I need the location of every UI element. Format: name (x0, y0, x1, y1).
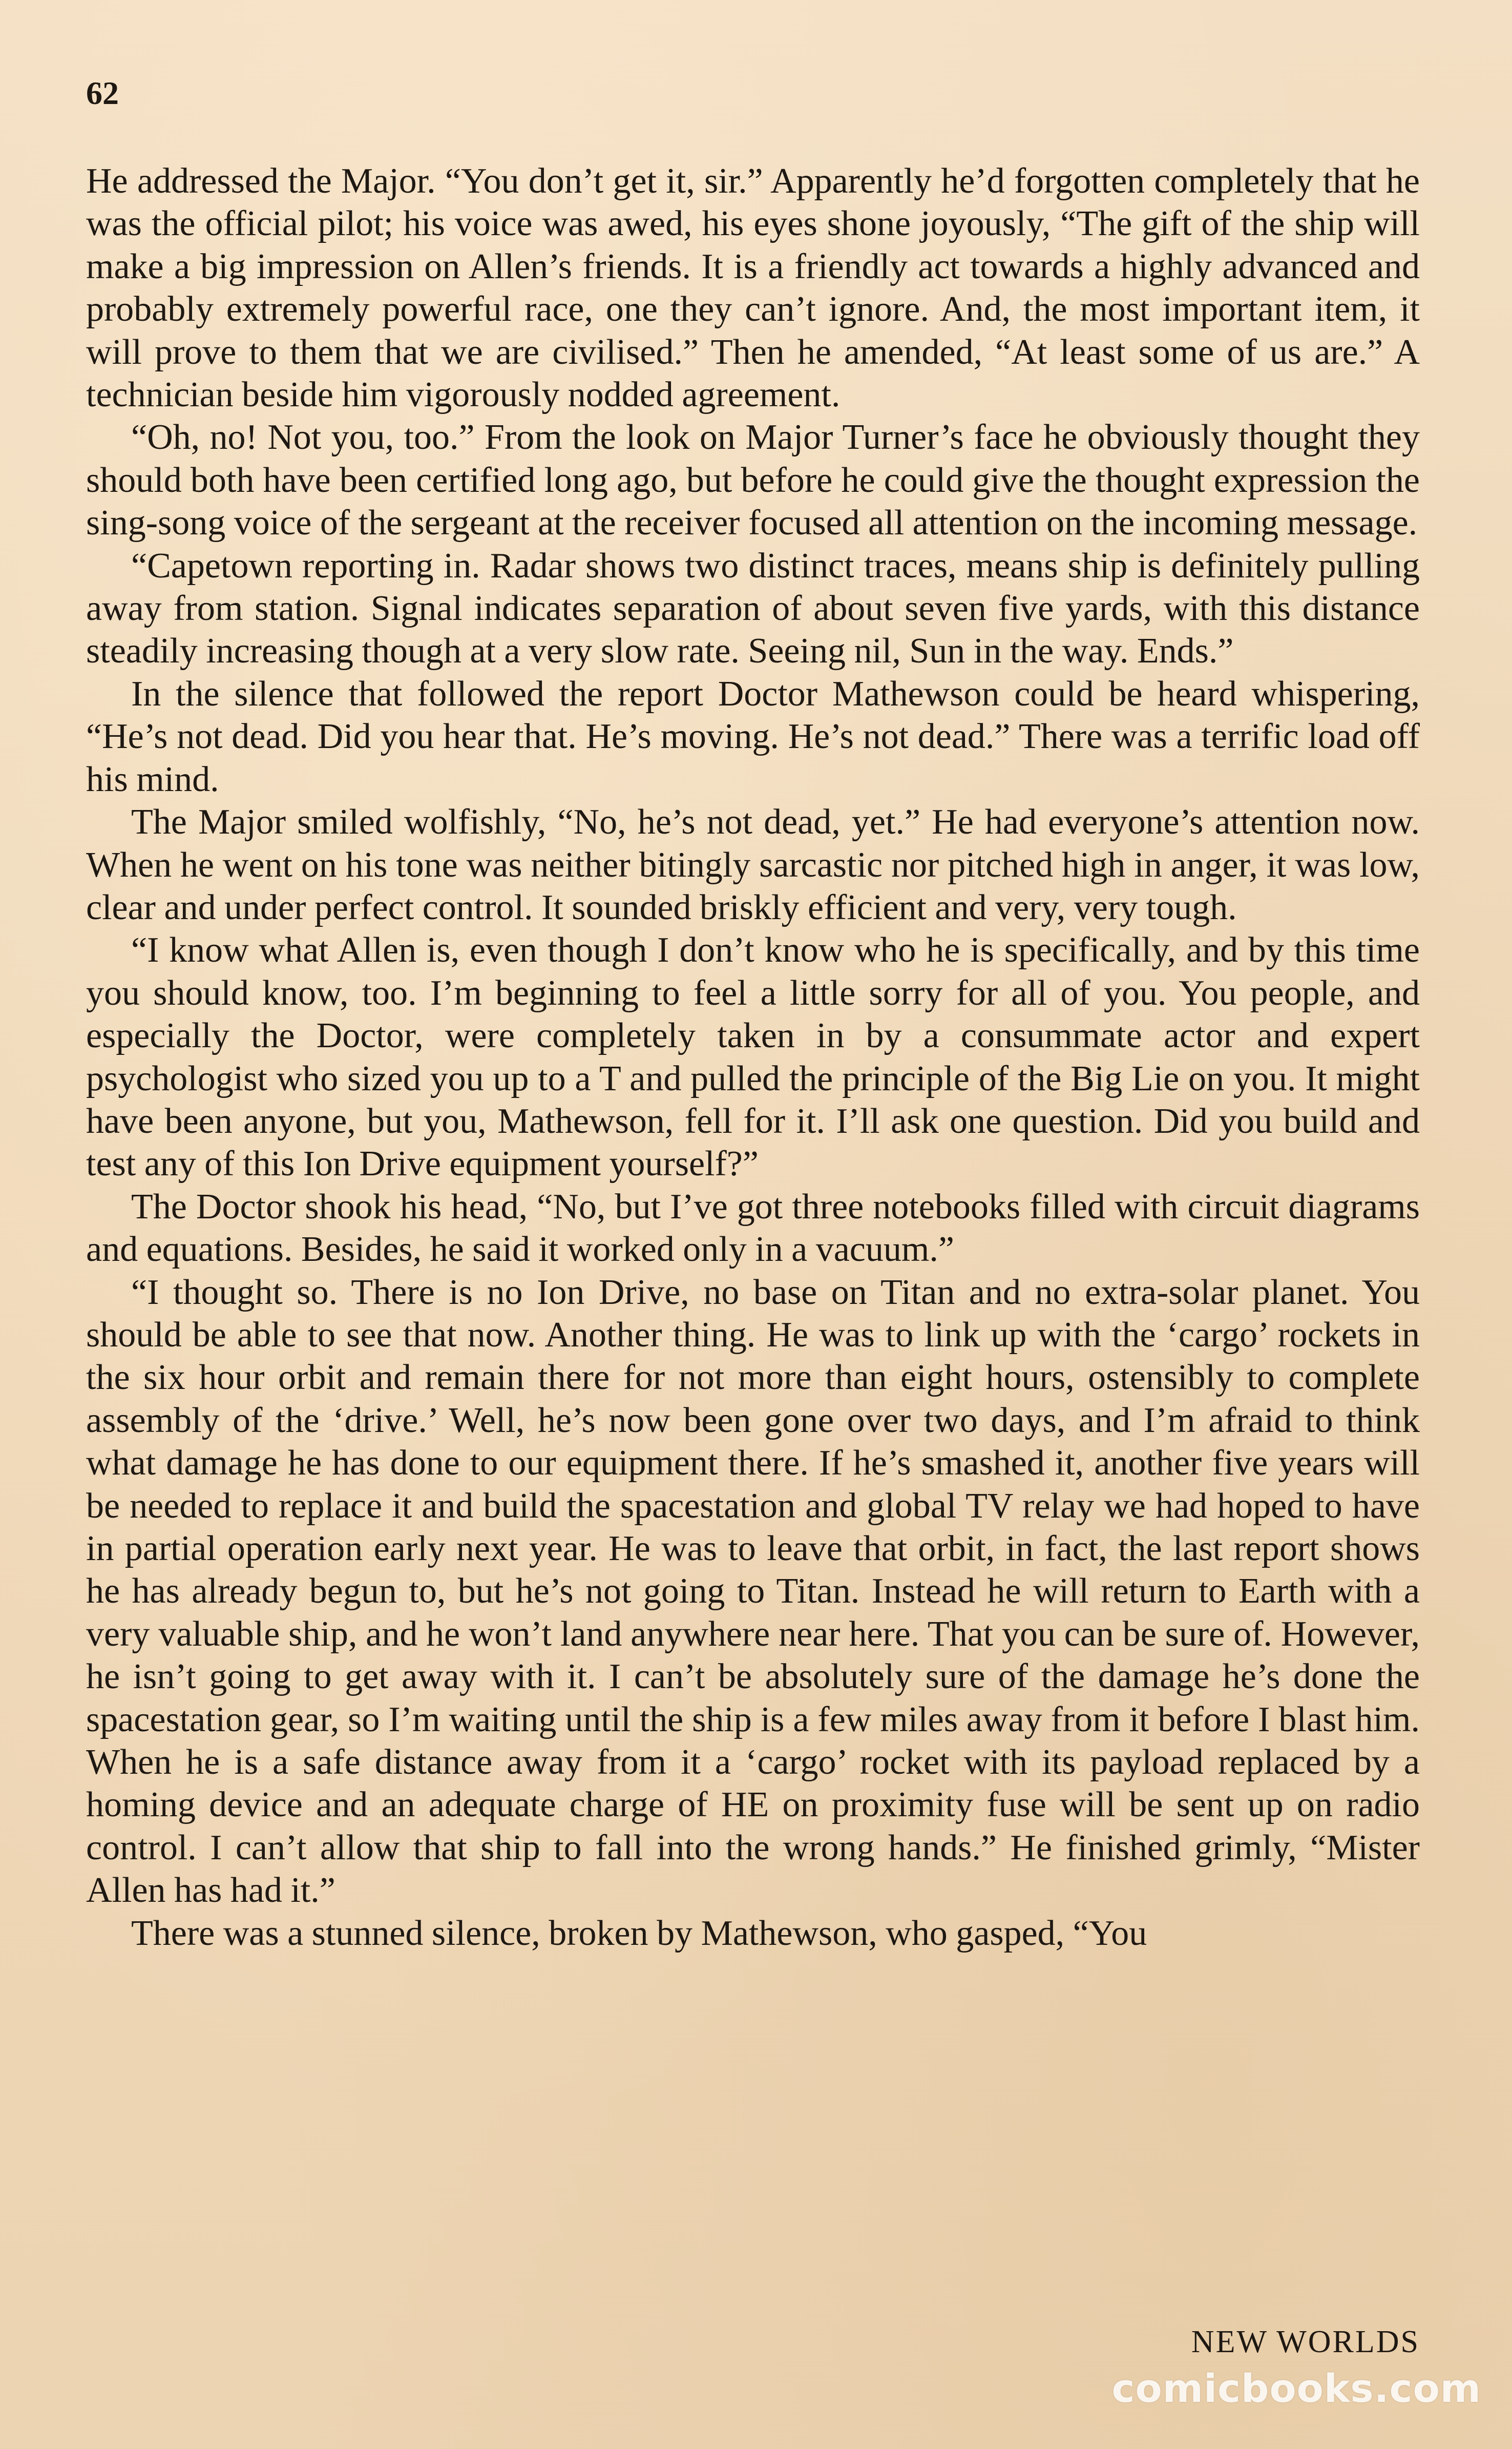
paragraph: “Oh, no! Not you, too.” From the look on Major Turner’s face he obviously thought they should both have been certified long ago, but before he could give the thought expression the sing-song voice of the sergeant at the receiver focused all attention on the incoming message. (86, 418, 1420, 543)
paragraph: There was a stunned silence, broken by Mathewson, who gasped, “You (131, 1913, 1147, 1953)
paragraph: “I thought so. There is no Ion Drive, no base on Titan and no extra-solar planet. You should be able to see that now. Another thing. He was to link up with the ‘cargo’ rockets in the six hour orbit and remain there for not more than eight hours, ostensibly to complete assembly of the ‘drive.’ Well, he’s now been gone over two days, and I’m afraid to think what damage he has done to our equipment there. If he’s smashed it, another five years will be needed to replace it and build the spacestation and global TV relay we had hoped to have in partial operation early next year. He was to leave that orbit, in fact, the last report shows he has already begun to, but he’s not going to Titan. Instead he will return to Earth with a very valuable ship, and he won’t land anywhere near here. That you can be sure of. However, he isn’t going to get away with it. I can’t be absolutely sure of the damage he’s done the spacestation gear, so I’m waiting until the ship is a few miles away from it before I blast him. When he is a safe distance away from it a ‘cargo’ rocket with its payload replaced by a homing device and an adequate charge of HE on proximity fuse will be sent up on radio control. I can’t allow that ship to fall into the wrong hands.” He finished grimly, “Mister Allen has had it.” (86, 1272, 1420, 1911)
paragraph: The Doctor shook his head, “No, but I’ve got three notebooks filled with circuit diagrams and equations. Besides, he said it worked only in a vacuum.” (86, 1187, 1420, 1270)
footer-magazine-title: NEW WORLDS (1191, 2325, 1420, 2359)
paragraph: The Major smiled wolfishly, “No, he’s not dead, yet.” He had everyone’s attention now. When he went on his tone was neither bitingly sarcastic nor pitched high in anger, it was low, clear and under perfect control. It sounded briskly efficient and very, very tough. (86, 802, 1420, 927)
body-text (86, 160, 1420, 1955)
paragraph: “I know what Allen is, even though I don’t know who he is specifically, and by this time you should know, too. I’m beginning to feel a little sorry for all of you. You people, and especially the Doctor, were completely taken in by a consummate actor and expert psychologist who sized you up to a T and pulled the principle of the Big Lie on you. It might have been anyone, but you, Mathewson, fell for it. I’ll ask one question. Did you build and test any of this Ion Drive equipment yourself?” (86, 930, 1420, 1184)
paragraph: “Capetown reporting in. Radar shows two distinct traces, means ship is definitely pulling away from station. Signal indicates separation of about seven five yards, with this distance steadily increasing though at a very slow rate. Seeing nil, Sun in the way. Ends.” (86, 546, 1420, 671)
paragraph: He addressed the Major. “You don’t get it, sir.” Apparently he’d forgotten completely that he was the official pilot; his voice was awed, his eyes shone joyously, “The gift of the ship will make a big impression on Allen’s friends. It is a friendly act towards a highly advanced and probably extremely powerful race, one they can’t ignore. And, the most important item, it will prove to them that we are civilised.” Then he amended, “At least some of us are.” A technician beside him vigorously nodded agreement. (86, 161, 1420, 415)
paragraph: In the silence that followed the report Doctor Mathewson could be heard whispering, “He’s not dead. Did you hear that. He’s moving. He’s not dead.” There was a terrific load off his mind. (86, 674, 1420, 799)
watermark: comicbooks.com (1111, 2365, 1481, 2411)
page-number: 62 (86, 75, 119, 111)
